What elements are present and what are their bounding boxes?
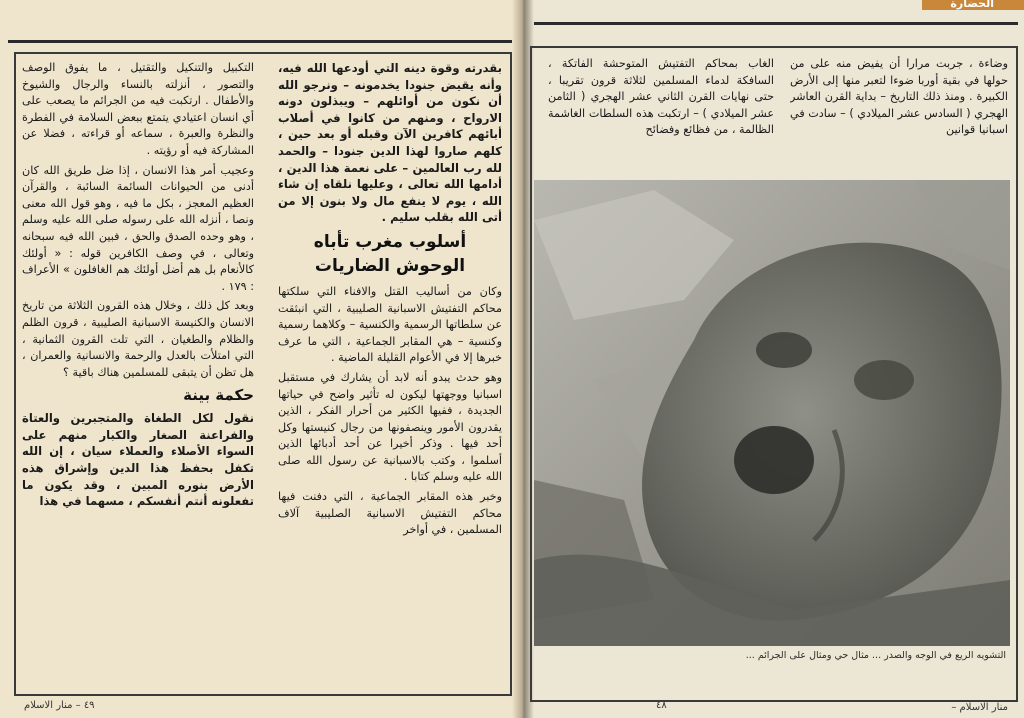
section-heading-method: أسلوب مغرب تأباه الوحوش الضاريات xyxy=(313,231,467,276)
photo-caption: التشويه الريع في الوجه والصدر ... مثال حي ومثال على الجرائم ... xyxy=(745,650,1006,661)
bold-paragraph: نقول لكل الطغاة والمتجبرين والعتاة والفراعنة الصغار والكبار منهم على السواء الأصلاء والعملاء سيان ، إن الله تكفل بحفظ هذا الدين وإشراق هذه الأرض بنوره المبين ، وقد يكون ما تفعلونه أنتم أنفسكم ، مسهما في هذا xyxy=(22,411,254,509)
paragraph: وعجيب أمر هذا الانسان ، إذا ضل طريق الله كان أدنى من الحيوانات السائمة السائبة ، والقرآن العظيم المعجز ، بكل ما فيه ، وهو قول الله معنى ونصا ، أنزله الله على رسوله صلى الله عليه وسلم ، وهو وحده الصدق والحق ، فبين الله فيه سبحانه وتعالى ، في وصف الكافرين قوله : « أولئك كالأنعام بل هم أضل أولئك هم الغافلون » الأعراف : ١٧٩ . xyxy=(22,163,254,293)
photo-illustration xyxy=(534,180,1010,646)
left-page-footer: ٤٩ – منار الاسلام xyxy=(24,700,95,711)
paragraph: وخبر هذه المقابر الجماعية ، التي دفنت فيها محاكم التفتيش الاسبانية الصليبية آلاف المسلمين ، في أواخر xyxy=(278,490,502,537)
right-top-rule xyxy=(534,22,1018,25)
left-page-column-left xyxy=(22,60,254,690)
paragraph: التكبيل والتنكيل والتقتيل ، ما يفوق الوصف والتصور ، أنزلته بالنساء والرجال والشيوخ والأطفال . ارتكبت فيه من الجرائم ما يصعب على أي انسان اعتيادي يتمتع ببعض السلامة في الفطرة والنظرة والعبرة ، سماعه أو قراءته ، فضلا عن المشاركة فيه أو رؤيته . xyxy=(22,61,254,157)
section-heading-wisdom: حكمة بينة xyxy=(183,386,254,405)
section-tab xyxy=(922,0,1024,10)
left-page-column-right xyxy=(278,60,502,690)
mummified-body-photo xyxy=(534,180,1010,646)
paragraph: وهو حدث يبدو أنه لابد أن يشارك في مستقبل اسبانيا ووجهتها ليكون له تأثير واضح في حياتها الجديدة ، ففيها الكثير من أحرار الفكر ، الذين يقدرون الأمور وينصفونها من رجال كنيستها وكل أحد فيها . وذكر أخيرا عن أحد أدبائها الذين أسلموا ، وكتب بالاسبانية عن رسول الله صلى الله عليه وسلم كتابا . xyxy=(278,370,502,484)
left-top-rule xyxy=(8,40,512,43)
paragraph: وضاءة ، جربت مرارا أن يفيض منه على من حولها في بقية أوربا ضوءا لتعبر منها إلى الأرض الكبيرة . ومنذ ذلك التاريخ – بداية القرن العاشر الهجري ( السادس عشر الميلادي ) – سادت في اسبانيا قوانين xyxy=(790,57,1008,137)
right-page-footer: منار الاسلام – xyxy=(951,702,1008,713)
intro-paragraph: بقدرته وقوة دينه التي أودعها الله فيه، وأنه يقيض جنودا يخدمونه – ونرجو الله أن نكون من أوائلهم – ويبذلون دونه الارواح ، ومنهم من كانوا في أصلاب أبائهم كافرين الآن وقبله أو بعد حين ، كلهم صاروا لهذا الدين جنودا – والحمد لله رب العالمين – على نعمة هذا الدين ، أدامها الله تعالى ، وعليها نلقاه إن شاء الله ، يوم لا ينفع مال ولا بنون إلا من أتى الله بقلب سليم . xyxy=(278,61,502,225)
paragraph: الغاب بمحاكم التفتيش المتوحشة الفاتكة ، السافكة لدماء المسلمين لثلاثة قرون تقريبا ، حتى نهايات القرن الثاني عشر الهجري ( الثامن عشر الميلادي ) – ارتكبت هذه السلطات الغاشمة الظالمة ، من فظائع وفضائح xyxy=(548,57,774,137)
paragraph: وبعد كل ذلك ، وخلال هذه القرون الثلاثة من تاريخ الانسان والكنيسة الاسبانية الصليبية ، قرون الظلم والظلام والطغيان ، التي تلت القرون الثمانية ، التي امتلأت بالعدل والرحمة والانسانية والعمران ، هل تظن أن يتبقى للمسلمين هناك باقية ؟ xyxy=(22,299,254,379)
paragraph: وكان من أساليب القتل والافناء التي سلكتها محاكم التفتيش الاسبانية الصليبية ، التي انبثقت عن سلطاتها الرسمية والكنسية – وكلاهما رسمية وكنسية – هي المقابر الجماعية ، التي ما عرف خبرها إلا في الأعوام القليلة الماضية . xyxy=(278,284,502,365)
right-page-column-left xyxy=(548,56,774,174)
section-tab-label: الحضارة xyxy=(950,0,994,10)
right-page-number: ٤٨ xyxy=(656,700,667,711)
right-page-column-right xyxy=(790,56,1008,174)
